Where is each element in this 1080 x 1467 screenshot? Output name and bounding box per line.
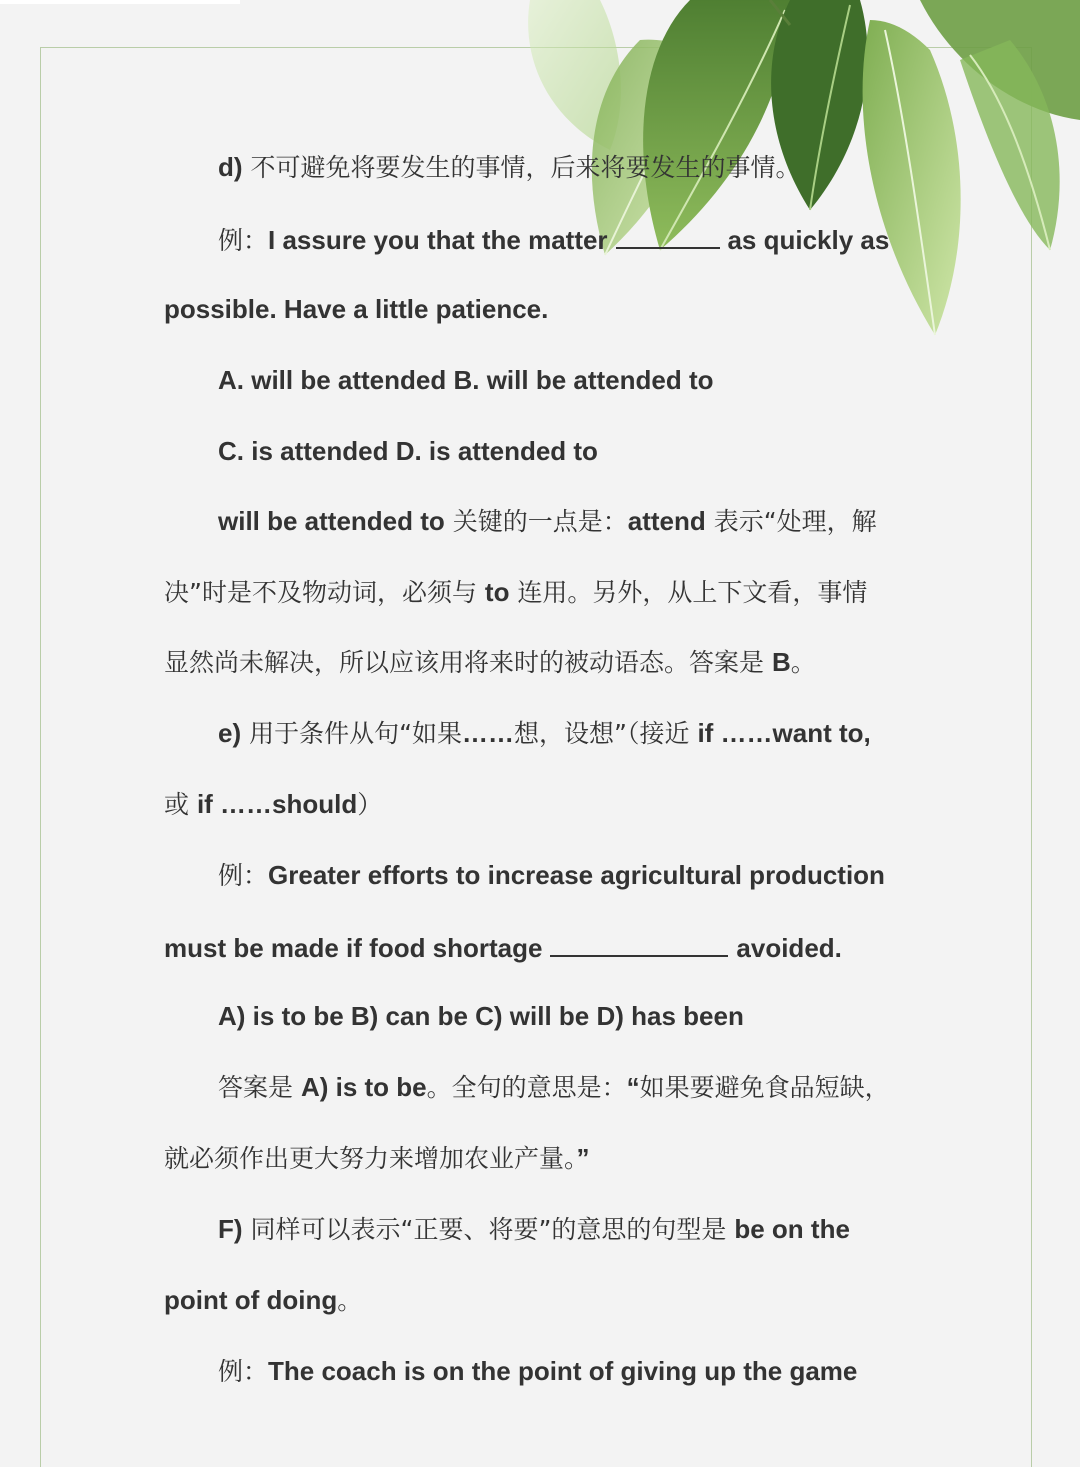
line-text: 。 xyxy=(337,1286,363,1315)
line-text: to xyxy=(484,577,510,607)
text-line-4 xyxy=(218,365,714,396)
text-line-15 xyxy=(164,1143,590,1174)
line-text: I assure you that the matter xyxy=(268,225,608,255)
answer-blank xyxy=(616,223,720,249)
text-line-16 xyxy=(218,1214,850,1245)
line-text: “ xyxy=(626,1072,640,1102)
line-text: 同样可以表示“正要、将要”的意思的句型是 xyxy=(242,1215,735,1244)
text-line-8 xyxy=(164,647,816,678)
option-line: A) is to be B) can be C) will be D) has been xyxy=(218,1001,744,1031)
section-label-f: F) xyxy=(218,1214,243,1244)
text-line-13 xyxy=(218,1001,744,1032)
text-line-5 xyxy=(218,436,598,467)
text-line-18 xyxy=(218,1356,857,1387)
line-text: 不可避免将要发生的事情，后来将要发生的事情。 xyxy=(242,153,801,182)
line-text: 如果要避免食品短缺， xyxy=(639,1073,890,1102)
line-text: attend xyxy=(627,506,706,536)
text-line-3 xyxy=(164,294,548,325)
text-line-9 xyxy=(218,718,871,749)
line-text: …… xyxy=(462,718,515,748)
line-text: point of doing xyxy=(164,1285,338,1315)
line-text: 想，设想”（接近 xyxy=(514,719,698,748)
line-text: 答案是 xyxy=(218,1073,301,1102)
line-text: 就必须作出更大努力来增加农业产量。 xyxy=(164,1144,577,1173)
line-text: ” xyxy=(576,1143,590,1173)
line-text: if ……want to, xyxy=(697,718,871,748)
text-line-6 xyxy=(218,506,877,537)
line-text: must be made if food shortage xyxy=(164,933,543,963)
section-label-d: d) xyxy=(218,152,243,182)
answer-blank xyxy=(550,931,728,957)
text-line-7 xyxy=(164,577,867,608)
line-text: 。全句的意思是： xyxy=(426,1073,627,1102)
text-line-1 xyxy=(218,152,801,183)
line-text: Greater efforts to increase agricultural production xyxy=(268,860,885,890)
option-line: A. will be attended B. will be attended to xyxy=(218,365,714,395)
example-label: 例： xyxy=(218,861,269,890)
example-label: 例： xyxy=(218,226,269,255)
text-line-17 xyxy=(164,1285,362,1316)
option-line: C. is attended D. is attended to xyxy=(218,436,598,466)
line-text: A) is to be xyxy=(300,1072,427,1102)
text-line-2 xyxy=(218,223,889,256)
line-text: will be attended to xyxy=(218,506,445,536)
example-label: 例： xyxy=(218,1357,269,1386)
answer-letter: B xyxy=(771,647,791,677)
line-text: 。 xyxy=(790,648,816,677)
line-text: ） xyxy=(357,790,383,819)
line-text: 决”时是不及物动词，必须与 xyxy=(164,578,485,607)
line-text: 连用。另外，从上下文看，事情 xyxy=(509,578,868,607)
line-text: possible. Have a little patience. xyxy=(164,294,549,324)
line-text: avoided. xyxy=(736,933,842,963)
line-text: as quickly as xyxy=(727,225,890,255)
line-text: The coach is on the point of giving up the game xyxy=(268,1356,858,1386)
line-text: 表示“处理，解 xyxy=(705,507,877,536)
line-text: 或 xyxy=(164,790,197,819)
line-text: be on the xyxy=(734,1214,850,1244)
text-line-10 xyxy=(164,789,382,820)
line-text: if ……should xyxy=(196,789,358,819)
section-label-e: e) xyxy=(218,718,242,748)
text-line-11 xyxy=(218,860,885,891)
line-text: 关键的一点是： xyxy=(444,507,628,536)
text-line-14 xyxy=(218,1072,890,1103)
line-text: 显然尚未解决，所以应该用将来时的被动语态。答案是 xyxy=(164,648,772,677)
line-text: 用于条件从句“如果 xyxy=(241,719,463,748)
text-line-12 xyxy=(164,931,842,964)
